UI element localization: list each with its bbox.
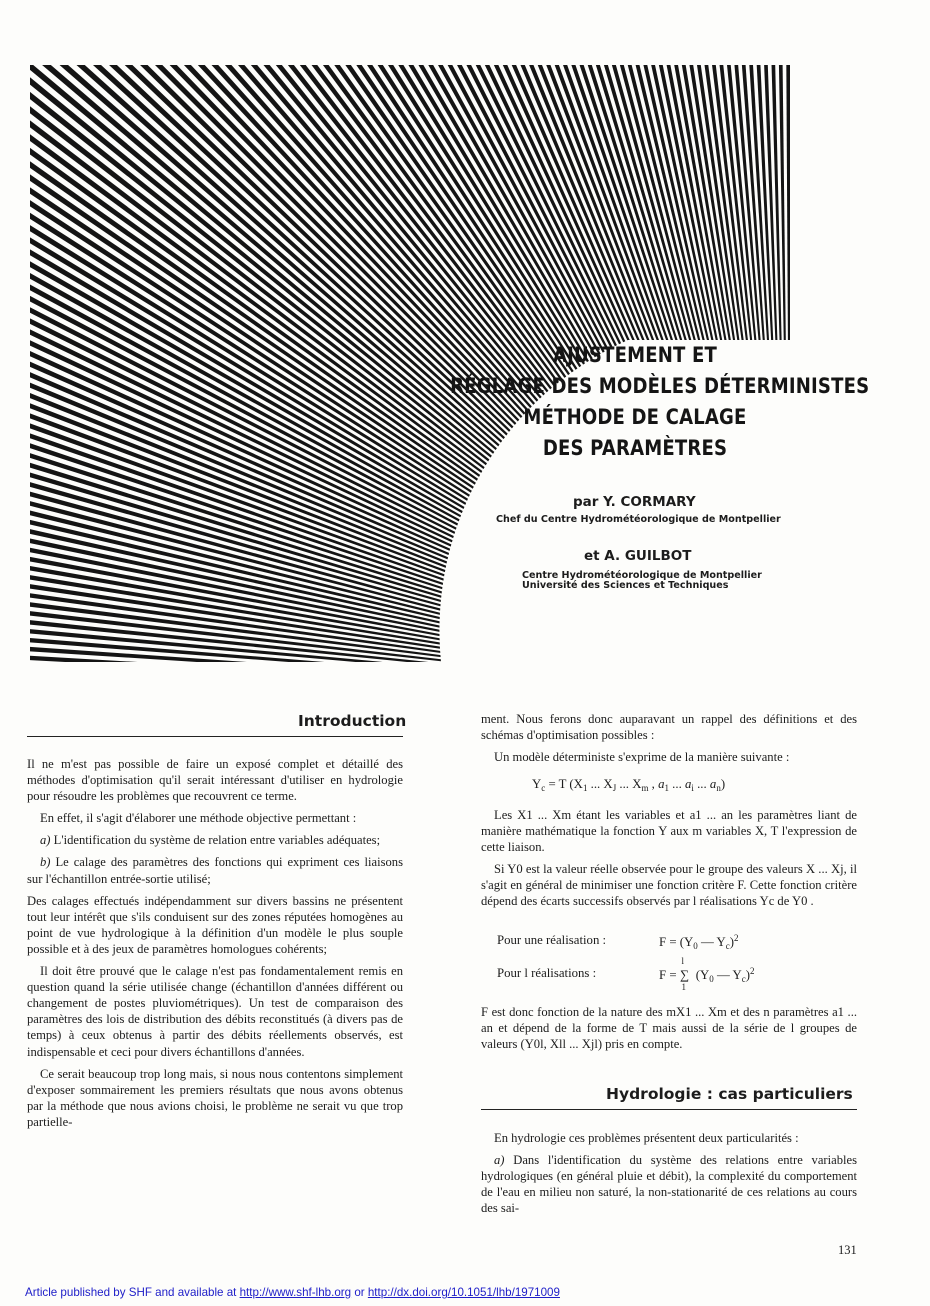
author-2-affiliation-line-1: Centre Hydrométéorologique de Montpellier [522, 570, 762, 581]
equation-label-multiple: Pour l réalisations : [497, 966, 597, 980]
title-line-2: RÉGLAGE DES MODÈLES DÉTERMINISTES [450, 374, 870, 398]
author-1-affiliation: Chef du Centre Hydrométéorologique de Montpellier [496, 514, 781, 525]
right-column-bottom [481, 1130, 857, 1222]
list-text: L'identification du système de relation entre variables adéquates; [50, 833, 381, 848]
footer-text: or [351, 1286, 368, 1299]
paragraph: Il ne m'est pas possible de faire un exposé complet et détaillé des méthodes d'optimisation qu'il serait intéressant d'utiliser en hydrologie pour résoudre les problèmes que recouvrent ce terme. [27, 757, 403, 804]
paragraph: Si Y0 est la valeur réelle observée pour le groupe des valeurs X ... Xj, il s'agit en général de minimiser une fonction critère F. Cette fonction critère dépend des écarts successifs observés par l réalisations Yc de Y0 . [481, 862, 857, 909]
title-line-1: AJUSTEMENT ET [553, 343, 717, 367]
article-title [420, 340, 870, 464]
stripe [0, 667, 790, 700]
page-number: 131 [838, 1243, 857, 1257]
paragraph: ment. Nous ferons donc auparavant un rappel des définitions et des schémas d'optimisation possibles : [481, 712, 857, 743]
list-marker: a) [40, 833, 51, 848]
section-heading-hydrologie: Hydrologie : cas particuliers [606, 1085, 853, 1103]
author-2: et A. GUILBOT [584, 548, 692, 564]
author-1: par Y. CORMARY [573, 494, 696, 510]
equation-label-single: Pour une réalisation : [497, 933, 607, 947]
paragraph: Un modèle déterministe s'exprime de la manière suivante : [494, 750, 790, 765]
title-line-4: DES PARAMÈTRES [542, 436, 728, 460]
equation-model: $Y_c = T$ ($X_1$ ... $X_J$ ... $X_m$ , $a_1$ ... $a_i$ ... $a_n$) [532, 777, 726, 793]
heading-rule [481, 1109, 857, 1110]
title-line-3: MÉTHODE DE CALAGE [523, 405, 747, 429]
list-item-b [27, 854, 403, 886]
right-column-mid [481, 807, 857, 916]
list-text: Le calage des paramètres des fonctions qui expriment ces liaisons sur l'échantillon entrée-sortie utilisé; [27, 855, 403, 886]
paragraph: Il doit être prouvé que le calage n'est pas fondamentalement remis en question quand la série utilisée change (échantillon d'années différent ou changement de postes pluviométriques). Un test de comparaison des paramètres des lois de distribution des débits reconstitués (à divers pas de temps) à ceux obtenus à partir des débits réellements observés, est indispensable et ceci pour divers échantillons d'années. [27, 964, 403, 1059]
right-column-lower [481, 1004, 857, 1058]
footer-text: Article published by SHF and available at [25, 1286, 240, 1299]
footer-citation [25, 1286, 560, 1299]
list-marker: b) [40, 855, 51, 870]
paragraph: Des calages effectués indépendamment sur divers bassins ne présentent tout leur intérêt que s'ils conduisent sur des zones réputées homogènes au point de vue hydrologique à la définition d'un modèle le plus souple possible et à des jeux de paramètres homologues cohérents; [27, 893, 403, 956]
paragraph: F est donc fonction de la nature des mX1 ... Xm et des n paramètres a1 ... an et dépend de la forme de T mais aussi de la série de l groupes de valeurs (Y0l, Xll ... Xjl) pris en compte. [481, 1005, 857, 1052]
author-2-affiliation-line-2: Université des Sciences et Techniques [522, 580, 729, 591]
stripe [0, 684, 790, 700]
section-heading-introduction: Introduction [298, 712, 407, 730]
list-marker: a) [494, 1153, 505, 1168]
equation-sum: F = l ∑ 1 ($Y_0$ — $Y_c)^2$ [659, 956, 755, 992]
footer-link-shf[interactable]: http://www.shf-lhb.org [239, 1286, 352, 1299]
list-text: Dans l'identification du système des relations entre variables hydrologiques (en général pluie et débit), la complexité du comportement de l'eau en milieu non saturé, la non-stationarité de ces relations au cours des sai- [481, 1153, 857, 1216]
paragraph: En hydrologie ces problèmes présentent deux particularités : [494, 1131, 799, 1145]
footer-link-doi[interactable]: http://dx.doi.org/10.1051/lhb/1971009 [367, 1286, 560, 1299]
right-column-top [481, 711, 857, 771]
left-column [27, 756, 403, 1136]
paragraph: Les X1 ... Xm étant les variables et a1 ... an les paramètres liant de manière mathématique la fonction Y aux m variables X, T l'expression de cette liaison. [481, 808, 857, 855]
paragraph: En effet, il s'agit d'élaborer une méthode objective permettant : [40, 811, 357, 826]
paragraph: Ce serait beaucoup trop long mais, si nous nous contentons simplement d'exposer sommairement les premiers résultats que nous avons obtenus par la méthode que nous avions choisi, le problème ne serait vu que trop partielle- [27, 1066, 403, 1129]
list-item-a [27, 832, 403, 848]
heading-rule [27, 736, 403, 737]
list-item-a [481, 1152, 857, 1216]
equation-single: $F = (Y_0$ — $Y_c)^2$ [659, 933, 739, 951]
stripe [0, 651, 790, 700]
